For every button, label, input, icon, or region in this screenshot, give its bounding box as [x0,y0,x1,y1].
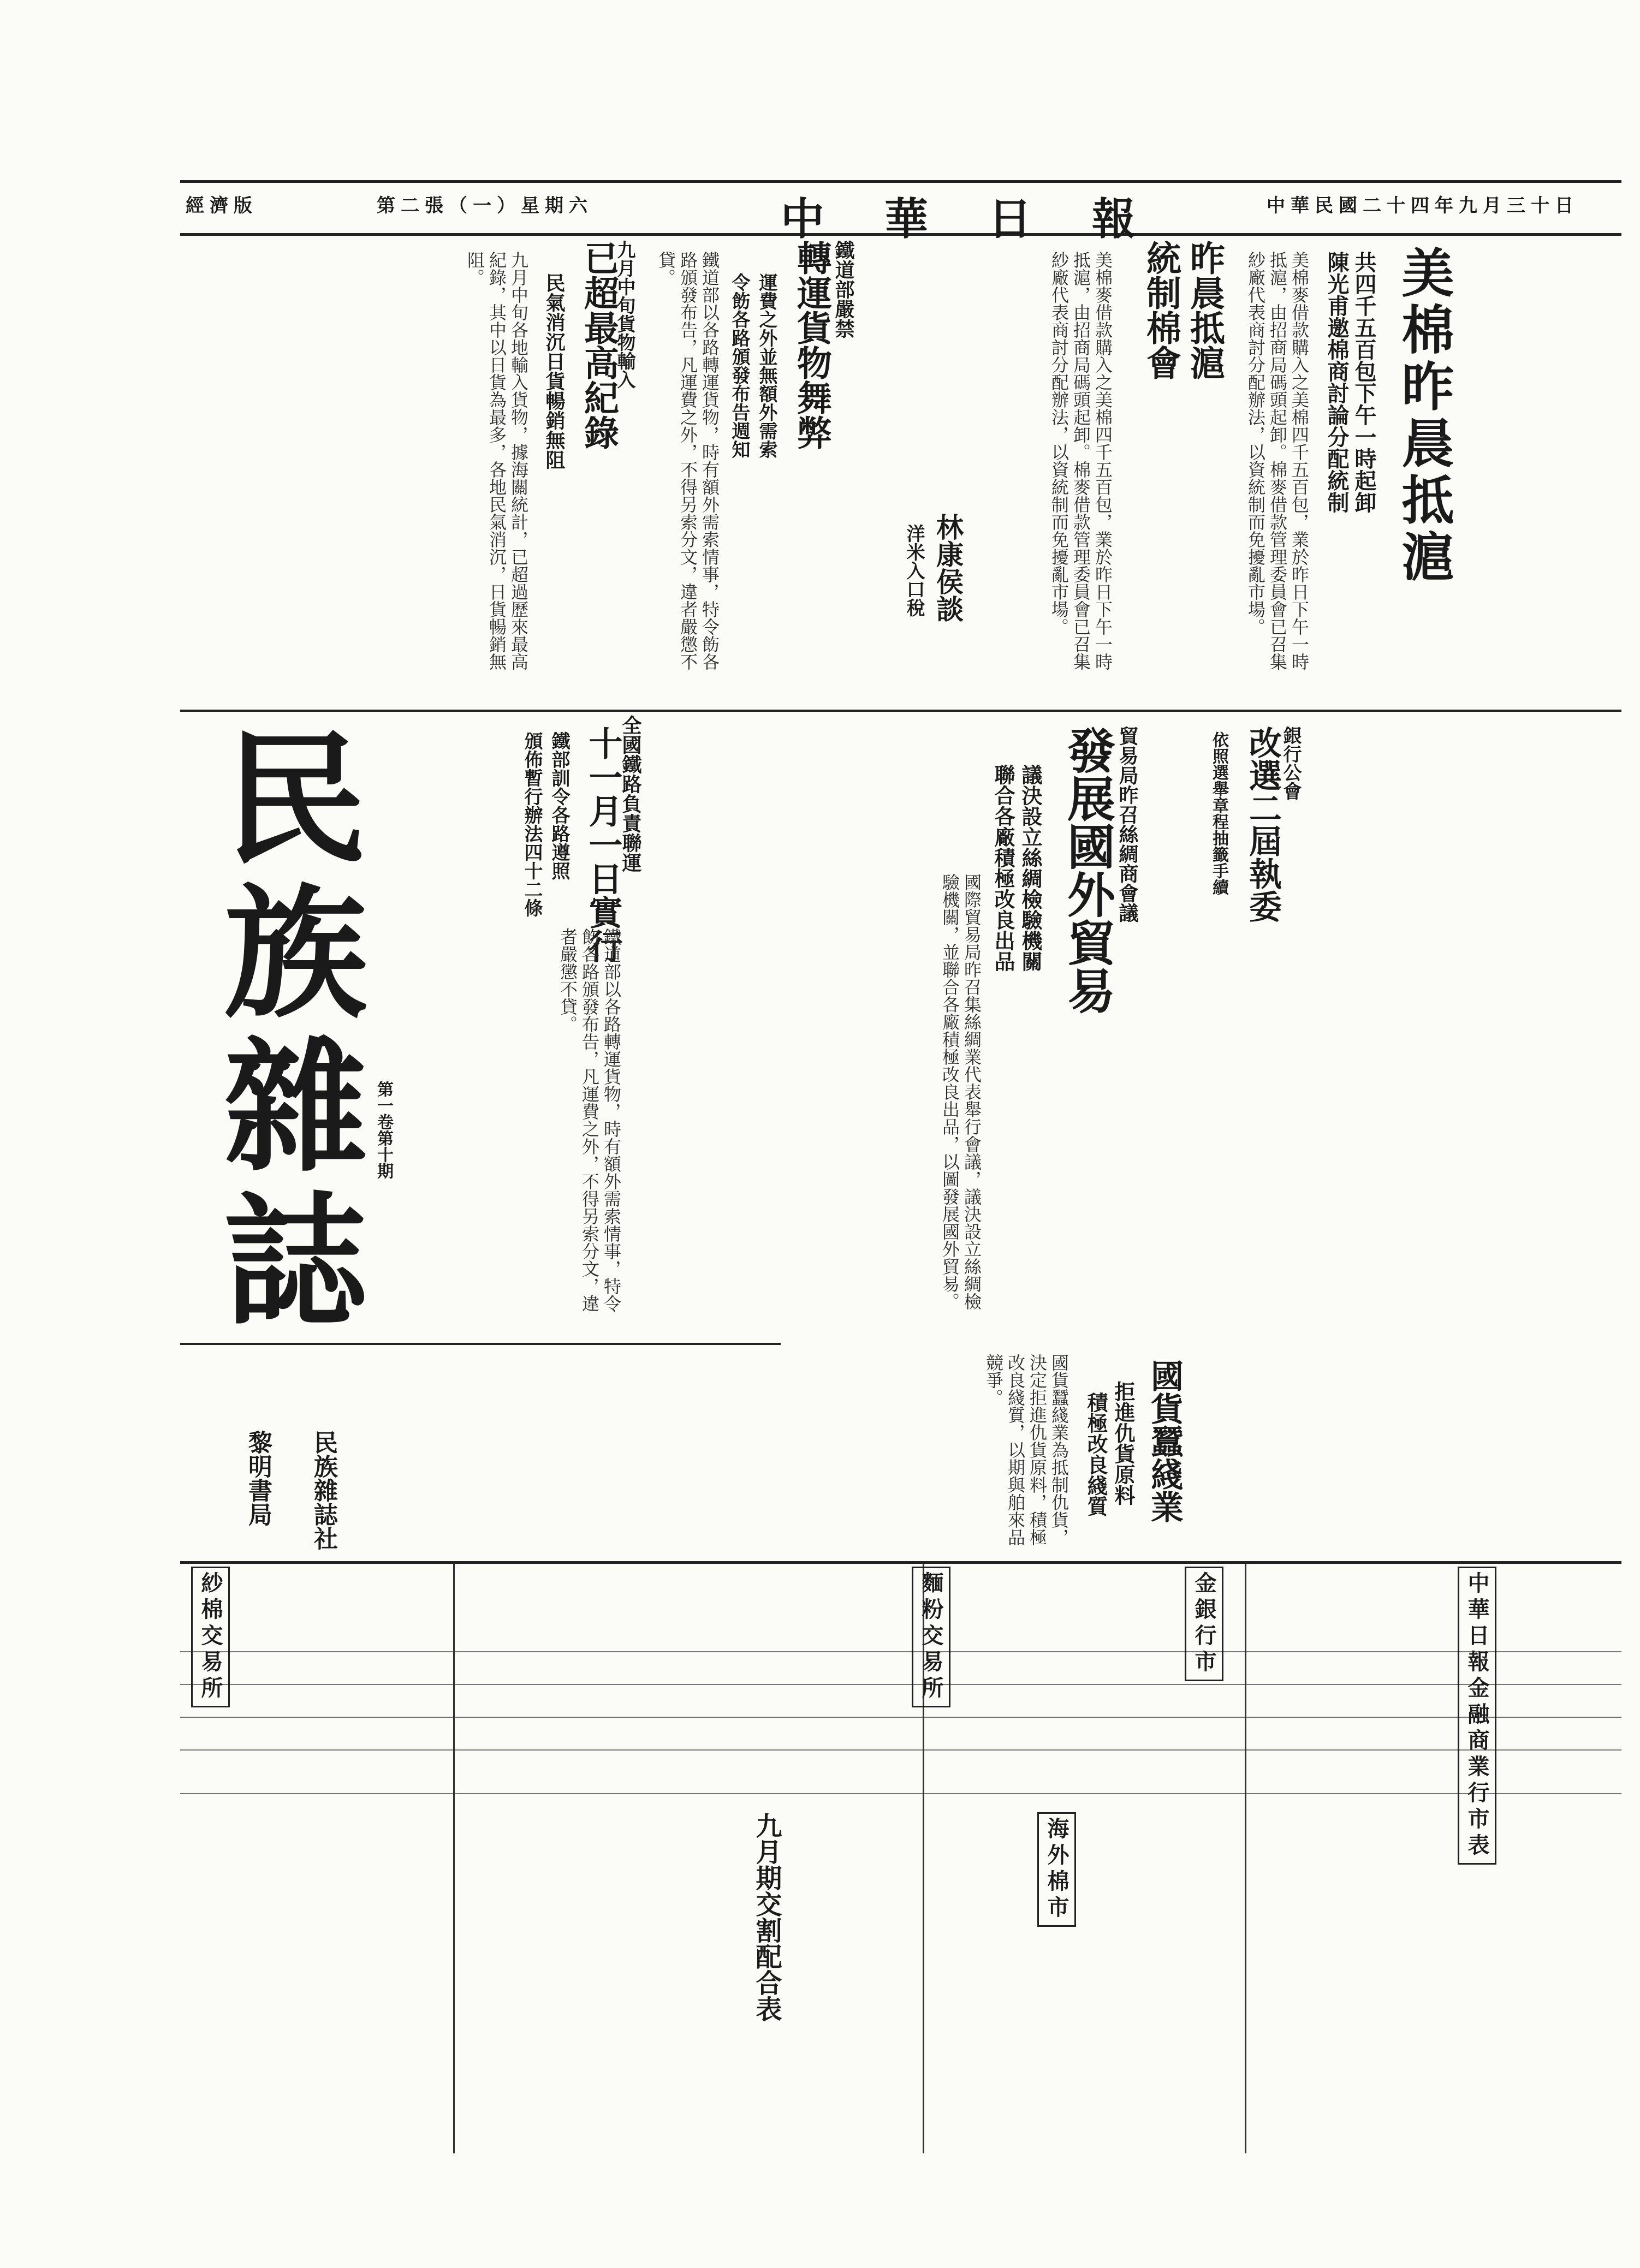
article-cotton: 美棉麥借款購入之美棉四千五百包，業於昨日下午一時抵滬，由招商局碼頭起卸。棉麥借款管理委員會已召集紗廠代表商討分配辦法，以資統制而免擾亂市場。 [1245,251,1310,670]
market-flour: 麵粉交易所 [912,1567,950,1707]
trade-kicker: 貿易局昨召絲綢商會議 [1116,726,1139,922]
headline-rail-2: 十一月一日實行 [583,726,623,963]
market-table-title: 九月期交割配合表 [751,1812,782,2022]
ad-magazine-title: 民族雜誌 [200,724,368,1340]
masthead-page: 第二張（一）星期六 [377,195,593,217]
masthead-title: 中華日報 [781,193,1196,245]
headline-import: 已超最高紀錄 [578,240,619,450]
subhead-silk-1: 拒進仇貨原料 [1111,1381,1136,1505]
article-import: 九月中旬各地輸入貨物，據海關統計，已超過歷來最高紀錄，其中以日貨為最多，各地民氣消沉，日貨暢銷無阻。 [465,251,529,670]
ad-magazine-issue: 第一卷第十期 [374,1081,393,1179]
headline-rail: 轉運貨物舞弊 [791,240,832,450]
subhead-silk-2: 積極改良綫質 [1084,1392,1108,1516]
headline-cotton: 美棉昨晨抵滬 [1393,246,1455,586]
article-silk: 國貨蠶綫業為抵制仇貨，決定拒進仇貨原料，積極改良綫質，以期與舶來品競爭。 [983,1354,1069,1546]
ad-bookstore: 黎明書局 [244,1430,272,1526]
section-divider-2 [180,1343,781,1345]
subhead-lin: 洋米入口稅 [903,524,925,617]
masthead-edition: 經濟版 [186,195,258,217]
rail-kicker-2: 全國鐵路負責聯運 [619,715,642,872]
subhead-rail-2: 令飭各路頒發布告週知 [728,273,750,459]
article-rail-2: 鐵道部以各路轉運貨物，時有額外需索情事，特令飭各路頒發布告，凡運費之外，不得另索分文，違者嚴懲不貸。 [557,928,622,1312]
subhead-cotton-2: 陳光甫邀棉商討論分配統制 [1324,251,1350,513]
headline-silk: 國貨蠶綫業 [1145,1359,1184,1523]
article-cotton-cont: 美棉麥借款購入之美棉四千五百包，業於昨日下午一時抵滬，由招商局碼頭起卸。棉麥借款管理委員會已召集紗廠代表商討分配辦法，以資統制而免擾亂市場。 [1049,251,1113,670]
headline-bank: 改選二屆執委 [1244,726,1282,922]
headline-trade: 發展國外貿易 [1060,726,1116,1014]
column-head-a: 昨晨抵滬 [1184,240,1225,380]
column-head-b: 統制棉會 [1140,240,1181,380]
market-tables [180,1561,1621,2153]
market-foreign: 海外棉市 [1037,1812,1076,1927]
section-divider [180,710,1621,712]
subhead-trade-2: 聯合各廠積極改良出品 [991,764,1015,972]
masthead [180,180,1621,245]
subhead-rail-3: 鐵部訓令各路遵照 [548,731,570,880]
subhead-bank: 依照選舉章程抽籤手續 [1209,731,1228,895]
import-kicker: 九月中旬貨物輸入 [614,240,635,389]
masthead-date: 中華民國二十四年九月三十日 [1267,195,1579,217]
subhead-trade-1: 議決設立絲綢檢驗機關 [1018,764,1043,972]
subhead-cotton-1: 共四千五百包下午一時起卸 [1351,251,1377,513]
article-rail: 鐵道部以各路轉運貨物，時有額外需索情事，特令飭各路頒發布告，凡運費之外，不得另索分文，違者嚴懲不貸。 [656,251,720,670]
article-trade: 國際貿易局昨召集絲綢業代表舉行會議，議決設立絲綢檢驗機關，並聯合各廠積極改良出品，以圖發展國外貿易。 [940,873,982,1310]
headline-lin: 林康侯談 [932,513,964,622]
ad-publisher: 民族雜誌社 [310,1430,337,1550]
market-finance-title: 中華日報金融商業行市表 [1458,1567,1496,1865]
subhead-rail-1: 運費之外並無額外需索 [756,273,777,459]
subhead-rail-4: 頒佈暫行辦法四十二條 [521,731,543,917]
bank-kicker: 銀行公會 [1280,726,1302,800]
market-cotton: 紗棉交易所 [191,1567,230,1707]
market-bank: 金銀行市 [1185,1567,1223,1681]
rail-kicker: 鐵道部嚴禁 [832,240,855,338]
subhead-import: 民氣消沉日貨暢銷無阻 [543,273,566,469]
